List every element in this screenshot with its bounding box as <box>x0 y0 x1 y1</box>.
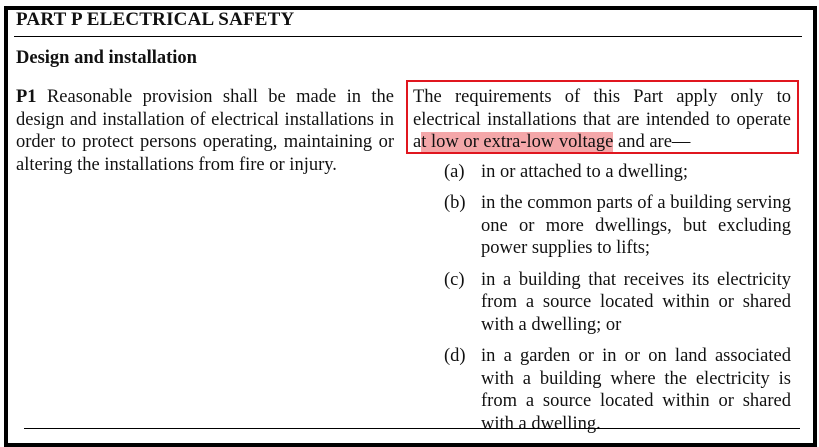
list-item-text: in the common parts of a building serving one or more dwellings, but excluding power supplies to lifts; <box>481 193 791 258</box>
requirement-text: Reasonable provision shall be made in the design and installation of electrical installations in order to protect persons operating, maintaining or altering the installations from fire or injury. <box>16 87 394 175</box>
list-item <box>413 161 791 184</box>
list-item <box>413 269 791 337</box>
title-divider <box>14 36 802 37</box>
highlighted-text: t low or extra-low voltage <box>421 132 614 152</box>
list-item <box>413 345 791 435</box>
bottom-divider <box>24 428 800 429</box>
application-list <box>413 161 791 436</box>
requirement-label: P1 <box>16 87 37 107</box>
intro-text-start: The requirements of this Part apply only to electrical installations that are intended to operate a <box>413 87 791 152</box>
annotation-box <box>406 80 799 154</box>
list-item-text: in or attached to a dwelling; <box>481 161 689 182</box>
part-title: PART P ELECTRICAL SAFETY <box>16 9 295 30</box>
intro-text-end: and are— <box>613 132 691 152</box>
list-item-label: (c) <box>444 269 465 290</box>
section-title: Design and installation <box>16 48 197 68</box>
list-item-label: (b) <box>444 193 466 213</box>
list-item <box>413 192 791 260</box>
list-item-label: (a) <box>444 161 465 182</box>
list-item-text: in a building that receives its electricity from a source located within or shared with a dwelling; or <box>481 269 791 335</box>
list-item-label: (d) <box>444 346 466 366</box>
list-item-text: in a garden or in or on land associated with a building where the electricity is from a source located within or shared with a dwelling. <box>481 346 791 434</box>
requirement-paragraph <box>16 86 394 176</box>
